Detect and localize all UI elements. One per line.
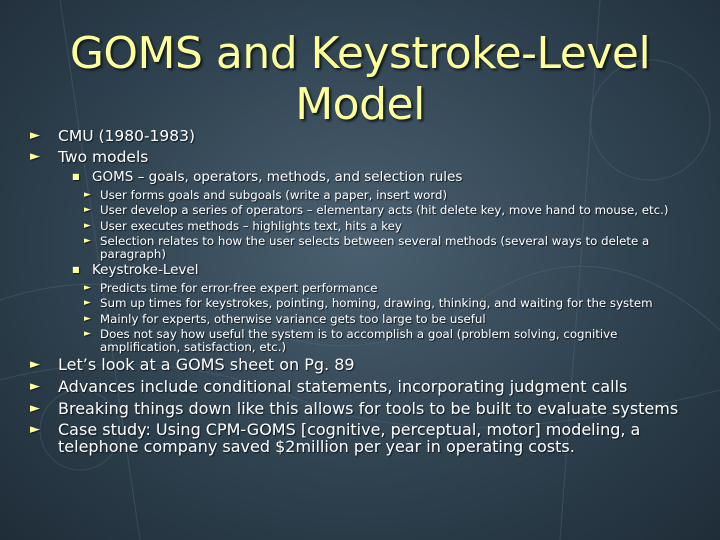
triangle-bullet-icon: ►	[84, 236, 91, 246]
bullet-case-study	[30, 421, 700, 455]
bullet-text: Advances include conditional statements, incorporating judgment calls	[58, 377, 628, 396]
item-text: Does not say how useful the system is to accomplish a goal (problem solving, cognitive amplification, satisfaction, etc.)	[100, 327, 618, 354]
bullet-advances	[30, 377, 700, 397]
triangle-bullet-icon: ►	[30, 357, 40, 372]
triangle-bullet-icon: ►	[30, 401, 40, 416]
item-text: User forms goals and subgoals (write a paper, insert word)	[100, 187, 448, 202]
keystroke-item	[84, 328, 700, 353]
bullet-text: Breaking things down like this allows for tools to be built to evaluate systems	[58, 399, 679, 418]
goms-item	[84, 235, 700, 260]
bullet-text: Two models	[58, 148, 149, 166]
square-bullet-icon: ■	[72, 265, 80, 274]
keystroke-item	[84, 282, 700, 295]
triangle-bullet-icon: ►	[84, 298, 91, 308]
goms-item	[84, 189, 700, 202]
goms-item	[84, 220, 700, 233]
bullet-breaking-down	[30, 399, 700, 419]
triangle-bullet-icon: ►	[84, 220, 91, 231]
triangle-bullet-icon: ►	[30, 379, 40, 394]
triangle-bullet-icon: ►	[84, 282, 91, 293]
triangle-bullet-icon: ►	[84, 313, 91, 324]
item-text: Selection relates to how the user selects between several methods (several ways to delete a paragraph)	[100, 234, 650, 261]
keystroke-item	[84, 313, 700, 326]
item-text: User executes methods – highlights text, hits a key	[100, 218, 402, 233]
subbullet-goms	[64, 169, 700, 186]
subbullet-text: Keystroke-Level	[92, 262, 199, 278]
triangle-bullet-icon: ►	[30, 149, 40, 164]
triangle-bullet-icon: ►	[30, 128, 40, 143]
item-text: Mainly for experts, otherwise variance gets too large to be useful	[100, 311, 486, 326]
triangle-bullet-icon: ►	[84, 329, 91, 339]
square-bullet-icon: ■	[72, 172, 80, 181]
item-text: Sum up times for keystrokes, pointing, homing, drawing, thinking, and waiting for the system	[100, 296, 653, 310]
triangle-bullet-icon: ►	[84, 205, 91, 215]
triangle-bullet-icon: ►	[30, 422, 40, 437]
keystroke-item	[84, 297, 700, 310]
bullet-goms-sheet	[30, 355, 700, 375]
subbullet-text: GOMS – goals, operators, methods, and selection rules	[92, 169, 463, 185]
item-text: User develop a series of operators – elementary acts (hit delete key, move hand to mouse, etc.)	[100, 203, 669, 217]
bullet-text: CMU (1980-1983)	[58, 127, 196, 145]
goms-item	[84, 204, 700, 217]
item-text: Predicts time for error-free expert performance	[100, 280, 378, 295]
bullet-text: Let’s look at a GOMS sheet on Pg. 89	[58, 355, 355, 374]
bullet-text: Case study: Using CPM-GOMS [cognitive, perceptual, motor] modeling, a telephone company saved $2million per year in operating costs.	[58, 420, 641, 456]
triangle-bullet-icon: ►	[84, 189, 91, 200]
subbullet-keystroke	[64, 262, 700, 279]
bullet-cmu	[30, 126, 700, 146]
bullet-two-models	[30, 147, 700, 167]
slide-body	[30, 126, 700, 456]
slide-title: GOMS and Keystroke-Level Model	[69, 28, 651, 130]
